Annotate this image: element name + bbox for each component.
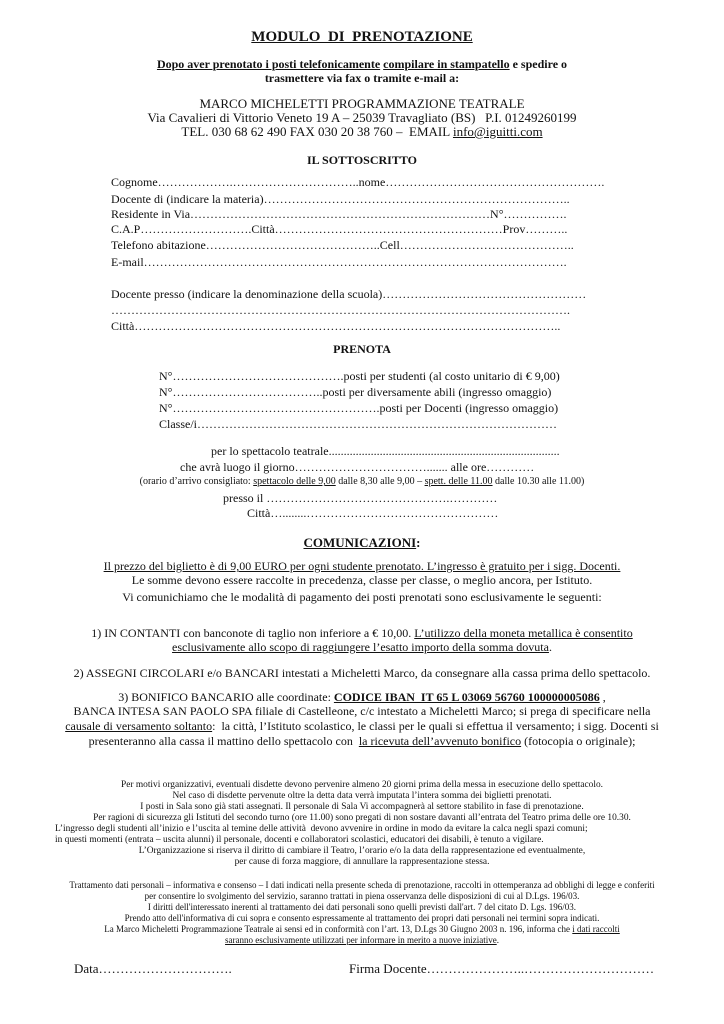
privacy-line-5 [0,925,724,934]
communications-colon: : [416,535,421,550]
arrival-first-show: spettacolo delle 9,00 [253,476,336,487]
date-time-field[interactable]: che avrà luogo il giorno……………………………....... alle ore………… [180,460,535,474]
payment-cheques: 2) ASSEGNI CIRCOLARI e/o BANCARI intestati a Micheletti Marco, da consegnare alla cassa prima dello spettacolo. [73,666,651,680]
subject-field[interactable]: Docente di (indicare la materia)………………………………………………………………….. [111,192,570,206]
collection-info: Le somme devono essere raccolte in precedenza, classe per classe, o meglio ancora, per Istituto. [131,573,593,587]
price-info: Il prezzo del biglietto è di 9,00 EURO per ogni studente prenotato. L’ingresso è gratuito per i sigg. Docenti. [103,559,621,573]
street-field[interactable]: Residente in Via…………………………………………………………………N°……………. [111,207,567,221]
privacy-line-2: per consentire lo svolgimento del servizio, saranno trattati in piena osservanza delle disposizioni di cui al D.Lgs. 196/03. [144,891,580,901]
receipt-label: la ricevuta dell’avvenuto bonifico [358,734,522,748]
privacy-line-3: I diritti dell'interessato inerenti al trattamento dei dati personali sono quelli previsti dall'art. 7 del citato D. Lgs. 196/03. [147,902,577,912]
causale-text: : la città, l’Istituto scolastico, le classi per le quali si effettua il versamento; i sigg. Docenti si [212,719,659,733]
instructions-line-2: trasmettere via fax o tramite e-mail a: [264,71,460,85]
teachers-seats-field[interactable]: N°…………………………………………….posti per Docenti (ingresso omaggio) [159,401,559,415]
note-security: Per ragioni di sicurezza gli Istituti del secondo turno (ore 11.00) sono pregati di non sostare davanti all’entrata del Teatro prima delle ore 10.30. [93,813,631,823]
note-entrance: L’ingresso degli studenti all’inizio e l’uscita al temine delle attività devono avvenire in ordine in modo da evitare la calca negli spazi comuni; [55,824,588,834]
classes-field[interactable]: Classe/i……………………………………………………………………………… [159,417,557,431]
cash-exact-amount: esclusivamente allo scopo di raggiungere l’esatto importo della somma dovuta [172,640,549,654]
instructions-phone: Dopo aver prenotato i posti telefonicamente [156,57,381,71]
transfer-causale [0,720,724,732]
note-cancellation-force: per cause di forza maggiore, di annullare la rappresentazione stessa. [234,857,490,867]
note-late-cancellation: Nel caso di disdette pervenute oltre la detta data verrà imputata l’intera somma dei biglietti prenotati. [172,791,552,801]
instructions-send: e spedire o [509,57,568,71]
privacy-period: . [496,935,499,945]
school-field[interactable]: Docente presso (indicare la denominazione della scuola)…………………………………………… [111,287,587,301]
school-city-field[interactable]: Città…………………………………………………………………………………………….. [111,319,561,333]
transfer-comma: , [599,690,606,704]
disabled-seats-field[interactable]: N°………………………………..posti per diversamente abili (ingresso omaggio) [159,385,552,399]
payment-cash [0,627,724,639]
cash-text: 1) IN CONTANTI con banconote di taglio non inferiore a € 10,00. [91,626,415,640]
payment-cash-continued [0,641,724,653]
privacy-line-1: Trattamento dati personali – informativa e consenso – I dati indicati nella presente scheda di prenotazione, raccolti in ottemperanza ad obblighi di legge e conferiti [69,880,655,890]
arrival-second-show: spett. delle 11.00 [424,476,493,487]
note-cancellation: Per motivi organizzativi, eventuali disdette devono pervenire almeno 20 giorni prima della messa in esecuzione dello spettacolo. [121,780,603,790]
venue-city-field[interactable]: Città…........………………………………………… [247,506,499,520]
communications-title: COMUNICAZIONI [303,535,417,550]
instructions-capitals: compilare in stampatello [383,57,510,71]
subscriber-heading: IL SOTTOSCRITTO [307,153,417,167]
payment-transfer [0,691,724,703]
arrival-first-range: dalle 8,30 alle 9,00 – [335,476,425,487]
surname-name-field[interactable]: Cognome……………….…………………………..nome………………………………………………. [111,175,605,189]
booking-heading: PRENOTA [333,342,391,356]
arrival-times-note [0,477,724,487]
communications-heading [0,536,724,549]
venue-field[interactable]: presso il ……………………………………….………… [223,491,498,505]
privacy-line-4: Prendo atto dell'informativa di cui sopra e consento espressamente al trattamento dei propri dati personali nei termini sopra indicati. [124,913,600,923]
note-supervision: in questi momenti (entrata – uscita alunni) il personale, docenti e collaboratori scolastici, educatori dei disabili, è tenuto a vigilare. [55,835,544,845]
signature-field[interactable]: Firma Docente…………………..………………………… [349,961,655,976]
students-seats-field[interactable]: N°…………………………………….posti per studenti (al costo unitario di € 9,00) [159,369,560,383]
payment-intro: Vi comunichiamo che le modalità di pagamento dei posti prenotati sono esclusivamente le seguenti: [122,590,602,604]
cash-period: . [548,640,552,654]
cash-coins-note: L’utilizzo della moneta metallica è consentito [414,626,633,640]
transfer-bank: BANCA INTESA SAN PAOLO SPA filiale di Castelleone, c/c intestato a Micheletti Marco; si prega di specificare nella [73,704,651,718]
page-title: MODULO DI PRENOTAZIONE [251,29,473,45]
school-field-continued[interactable]: ……………………………………………………………………………………………………. [111,303,570,317]
email-field[interactable]: E-mail……………………………………………………………………………………………. [111,255,567,269]
iban-code: CODICE IBAN IT 65 L 03069 56760 100000005086 [333,690,600,704]
show-field[interactable]: per lo spettacolo teatrale............................................................................. [211,444,560,458]
transfer-intro: 3) BONIFICO BANCARIO alle coordinate: [118,690,334,704]
privacy-usage: saranno esclusivamente utilizzati per informare in merito a nuove iniziative [225,935,497,945]
arrival-second-range: dalle 10.30 alle 11.00) [492,476,585,487]
phone-cell-field[interactable]: Telefono abitazione……………………………………..Cell…………………………………….. [111,238,574,252]
email-link[interactable]: info@iguitti.com [452,124,543,139]
note-seating: I posti in Sala sono già stati assegnati. Il personale di Sala Vi accompagnerà al settore stabilito in fase di prenotazione. [140,802,584,812]
receipt-intro: presenteranno alla cassa il mattino dello spettacolo con [88,734,359,748]
organization-name: MARCO MICHELETTI PROGRAMMAZIONE TEATRALE [199,96,525,111]
privacy-line-6 [0,936,724,945]
privacy-data-collected: i dati raccolti [572,924,620,934]
causale-label: causale di versamento soltanto [65,719,213,733]
organization-address: Via Cavalieri di Vittorio Veneto 19 A – 25039 Travagliato (BS) P.I. 01249260199 [147,110,577,125]
note-organization: L’Organizzazione si riserva il diritto di cambiare il Teatro, l’orario e/o la data della rappresentazione ed eventualmente, [138,846,586,856]
instructions-line-1 [0,58,724,70]
transfer-receipt [0,735,724,747]
privacy-notice: La Marco Micheletti Programmazione Teatrale ai sensi ed in conformità con l’art. 13, D.Lgs 30 Giugno 2003 n. 196, informa che [104,924,573,934]
organization-contacts [0,125,724,138]
arrival-note-intro: (orario d’arrivo consigliato: [139,476,254,487]
contacts-text: TEL. 030 68 62 490 FAX 030 20 38 760 – EMAIL [181,124,453,139]
receipt-copy: (fotocopia o originale); [521,734,636,748]
date-field[interactable]: Data…………………………. [74,961,232,976]
cap-city-prov-field[interactable]: C.A.P……………………….Città…………………………………………………Prov……….. [111,222,568,236]
